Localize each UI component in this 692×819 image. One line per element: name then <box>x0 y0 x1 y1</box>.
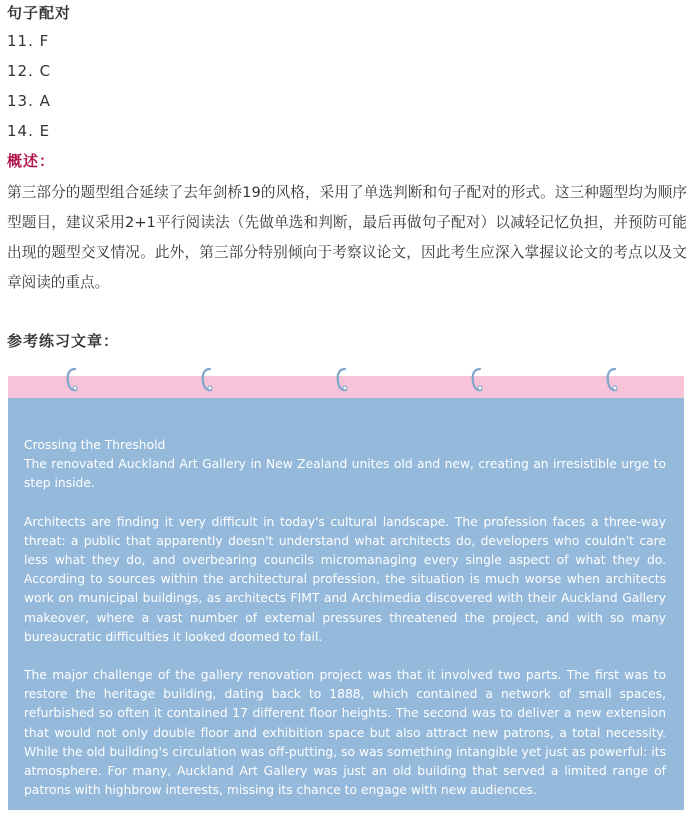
answer-item: 11. F <box>7 32 50 50</box>
spiral-ring-icon <box>199 366 215 394</box>
spiral-ring-icon <box>604 366 620 394</box>
article-body <box>24 436 666 819</box>
answer-item: 12. C <box>7 62 52 80</box>
article-paragraph-1: Architects are finding it very difficult in today's cultural landscape. The profession faces a three-way threat: a public that apparently doesn't understand what architects do, developers who couldn't care less what they do, and overbearing councils micromanaging every single aspect of what they do. According to sources within the architectural profession, the situation is much worse when architects work on municipal buildings, as architects FIMT and Archimedia discovered with their Auckland Gallery makeover, where a vast number of external pressures threatened the project, and with so many bureaucratic difficulties it looked doomed to fail. <box>24 514 666 644</box>
article-title: Crossing the Threshold <box>24 438 166 452</box>
article-subtitle: The renovated Auckland Art Gallery in New Zealand unites old and new, creating an irresistible urge to step inside. <box>24 457 666 491</box>
spiral-ring-icon <box>64 366 80 394</box>
reference-label: 参考练习文章： <box>7 332 120 350</box>
matching-heading: 句子配对 <box>7 4 72 22</box>
article-header <box>24 436 666 494</box>
article-paragraph-2: The major challenge of the gallery renovation project was that it involved two parts. The first was to restore the heritage building, dating back to 1888, which contained a network of small spaces, refurbished so often it contained 17 different floor heights. The second was to deliver a new extension that would not only double floor and exhibition space but also attract new patrons, a total necessity. While the old building's circulation was off-putting, so was something intangible yet just as powerful: its atmosphere. For many, Auckland Art Gallery was just an old building that served a limited range of patrons with highbrow interests, missing its chance to engage with new audiences. <box>24 668 666 798</box>
spiral-ring-icon <box>334 366 350 394</box>
answer-item: 14. E <box>7 122 51 140</box>
answer-item: 13. A <box>7 92 51 110</box>
summary-label: 概述： <box>7 152 56 170</box>
spiral-ring-icon <box>469 366 485 394</box>
summary-text: 第三部分的题型组合延续了去年剑桥19的风格，采用了单选判断和句子配对的形式。这三种题型均为顺序型题目，建议采用2+1平行阅读法（先做单选和判断，最后再做句子配对）以减轻记忆负担，并预防可能出现的题型交叉情况。此外，第三部分特别倾向于考察议论文，因此考生应深入掌握议论文的考点以及文章阅读的重点。 <box>7 184 687 291</box>
